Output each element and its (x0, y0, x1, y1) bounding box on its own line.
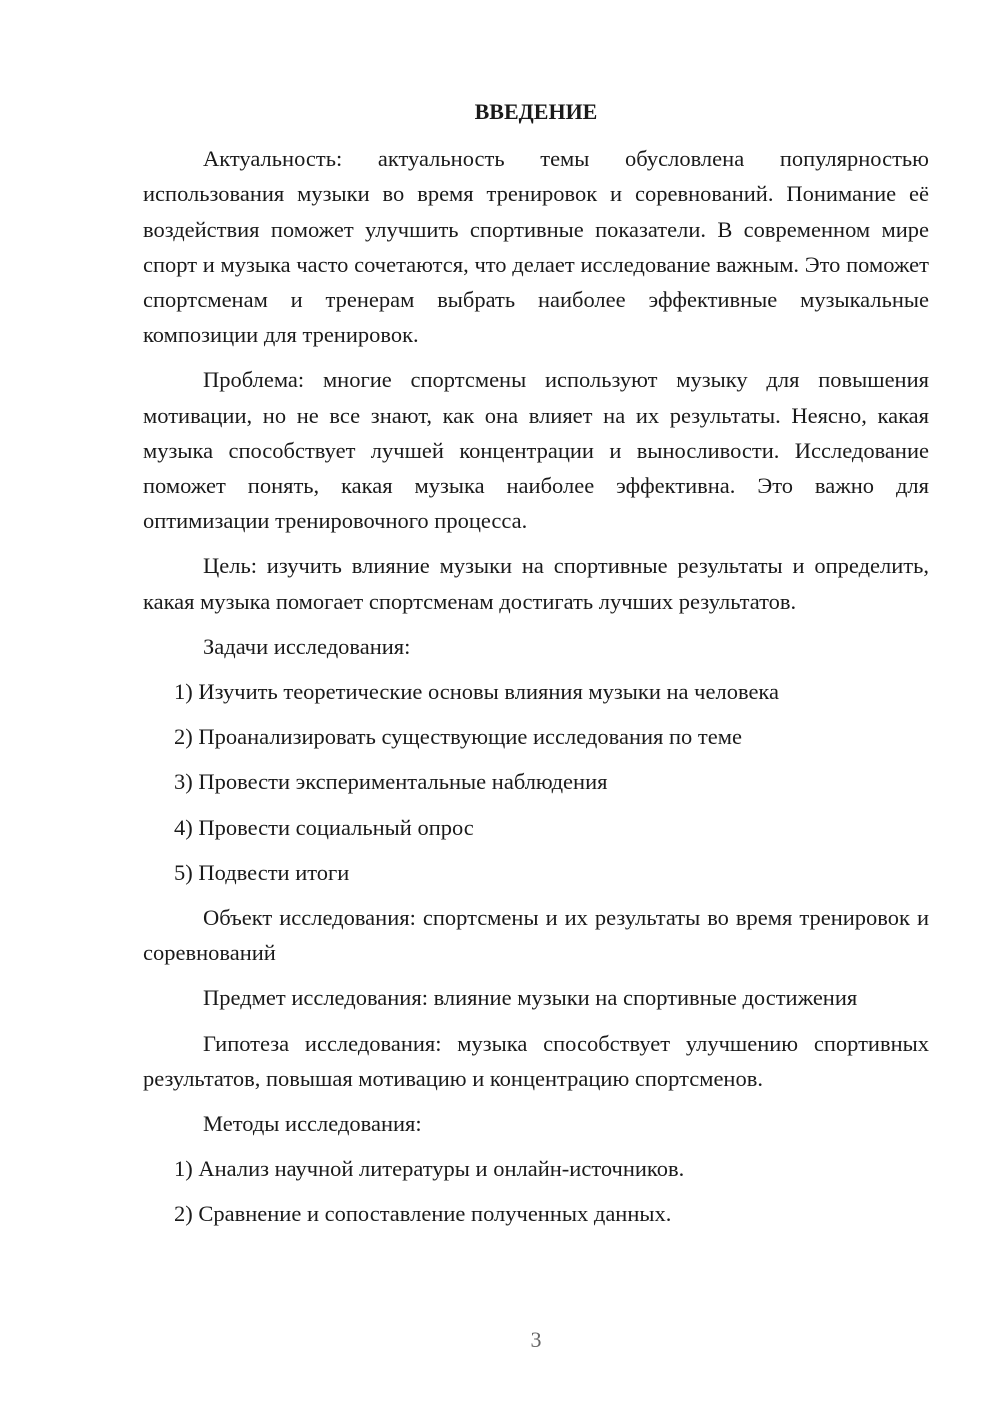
document-page (143, 94, 929, 1242)
subject-paragraph: Предмет исследования: влияние музыки на спортивные достижения (203, 985, 858, 1011)
goal-paragraph: Цель: изучить влияние музыки на спортивные результаты и определить, какая музыка помогает спортсменам достигать лучших результатов. (143, 553, 929, 614)
page-number: 3 (530, 1327, 542, 1352)
methods-heading: Методы исследования: (203, 1111, 422, 1137)
tasks-heading: Задачи исследования: (203, 633, 411, 659)
object-paragraph: Объект исследования: спортсмены и их результаты во время тренировок и соревнований (143, 905, 929, 966)
list-item: 4) Провести социальный опрос (174, 814, 474, 840)
list-item: 2) Проанализировать существующие исследования по теме (174, 724, 742, 750)
problem-paragraph: Проблема: многие спортсмены используют музыку для повышения мотивации, но не все знают, как она влияет на их результаты. Неясно, какая музыка способствует лучшей концентрации и выносливости. Исследование поможет понять, какая музыка наиболее эффективна. Это важно для оптимизации тренировочного процесса. (143, 367, 929, 534)
tasks-list (143, 674, 929, 890)
methods-list (143, 1151, 929, 1231)
list-item: 5) Подвести итоги (174, 859, 350, 885)
list-item: 1) Анализ научной литературы и онлайн-источников. (174, 1156, 685, 1182)
list-item: 2) Сравнение и сопоставление полученных данных. (174, 1201, 672, 1227)
hypothesis-paragraph: Гипотеза исследования: музыка способствует улучшению спортивных результатов, повышая мотивацию и концентрацию спортсменов. (143, 1030, 929, 1091)
list-item: 3) Провести экспериментальные наблюдения (174, 769, 608, 795)
relevance-paragraph: Актуальность: актуальность темы обусловлена популярностью использования музыки во время тренировок и соревнований. Понимание её воздействия поможет улучшить спортивные показатели. В современном мире спорт и музыка часто сочетаются, что делает исследование важным. Это поможет спортсменам и тренерам выбрать наиболее эффективные музыкальные композиции для тренировок. (143, 146, 929, 348)
list-item: 1) Изучить теоретические основы влияния музыки на человека (174, 679, 780, 705)
page-title: ВВЕДЕНИЕ (474, 99, 598, 124)
